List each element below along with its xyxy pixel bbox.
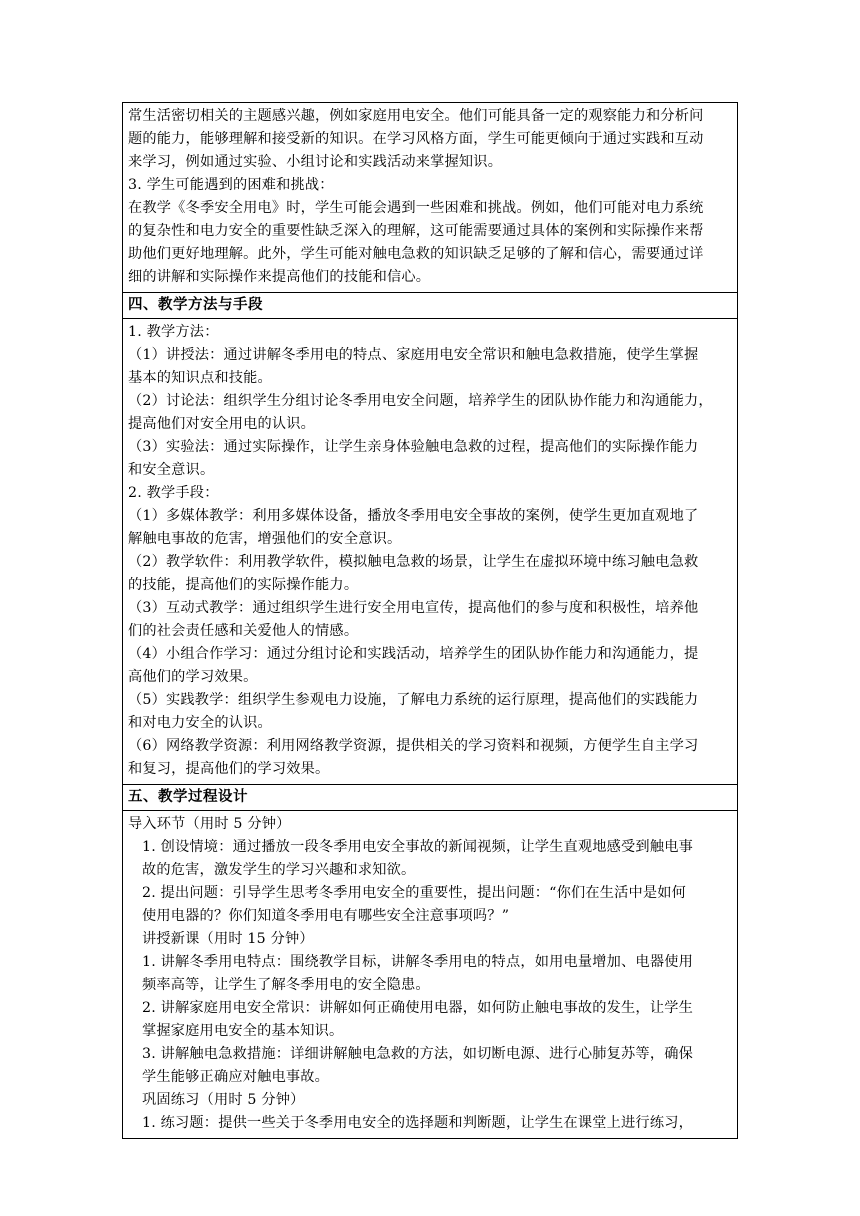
paragraph-line: 掌握家庭用电安全的基本知识。 xyxy=(142,1023,344,1039)
paragraph-line: 基本的知识点和技能。 xyxy=(128,370,272,386)
methods-content-cell xyxy=(123,319,738,785)
paragraph-line: 3. 讲解触电急救措施：详细讲解触电急救的方法，如切断电源、进行心肺复苏等，确保 xyxy=(142,1046,693,1062)
paragraph-line: 巩固练习（用时 5 分钟） xyxy=(142,1092,305,1108)
paragraph-line: 的复杂性和电力安全的重要性缺乏深入的理解，这可能需要通过具体的案例和实际操作来帮 xyxy=(128,223,704,239)
paragraph-line: 1. 创设情境：通过播放一段冬季用电安全事故的新闻视频，让学生直观地感受到触电事 xyxy=(142,839,693,855)
paragraph-line: 常生活密切相关的主题感兴趣，例如家庭用电安全。他们可能具备一定的观察能力和分析问 xyxy=(128,108,704,124)
student-analysis-cell xyxy=(123,103,738,293)
paragraph-line: （2）讨论法：组织学生分组讨论冬季用电安全问题，培养学生的团队协作能力和沟通能力， xyxy=(128,393,713,409)
section-heading-process: 五、教学过程设计 xyxy=(123,785,738,811)
paragraph-line: 和安全意识。 xyxy=(128,462,215,478)
paragraph-line: 在教学《冬季安全用电》时，学生可能会遇到一些困难和挑战。例如，他们可能对电力系统 xyxy=(128,200,704,216)
paragraph-line: 3. 学生可能遇到的困难和挑战： xyxy=(128,177,334,193)
paragraph-line: （3）互动式教学：通过组织学生进行安全用电宣传，提高他们的参与度和积极性，培养他 xyxy=(128,600,699,616)
paragraph-line: 题的能力，能够理解和接受新的知识。在学习风格方面，学生可能更倾向于通过实践和互动 xyxy=(128,131,704,147)
paragraph-line: 频率高等，让学生了解冬季用电的安全隐患。 xyxy=(142,977,430,993)
paragraph-line: 细的讲解和实际操作来提高他们的技能和信心。 xyxy=(128,269,431,285)
paragraph-line: 故的危害，激发学生的学习兴趣和求知欲。 xyxy=(142,862,416,878)
table-row xyxy=(123,103,738,293)
paragraph-line: 2. 提出问题：引导学生思考冬季用电安全的重要性，提出问题：“你们在生活中是如何 xyxy=(142,885,687,901)
table-row xyxy=(123,293,738,319)
paragraph-line: 助他们更好地理解。此外，学生可能对触电急救的知识缺乏足够的了解和信心，需要通过详 xyxy=(128,246,704,262)
paragraph-line: 使用电器的？你们知道冬季用电有哪些安全注意事项吗？” xyxy=(142,908,510,924)
paragraph-line: 讲授新课（用时 15 分钟） xyxy=(142,931,314,947)
paragraph-line: 1. 练习题：提供一些关于冬季用电安全的选择题和判断题，让学生在课堂上进行练习， xyxy=(142,1115,693,1131)
paragraph-line: 和复习，提高他们的学习效果。 xyxy=(128,761,330,777)
paragraph-line: 2. 教学手段： xyxy=(128,485,219,501)
paragraph-line: （3）实验法：通过实际操作，让学生亲身体验触电急救的过程，提高他们的实际操作能力 xyxy=(128,439,699,455)
paragraph-line: （1）多媒体教学：利用多媒体设备，播放冬季用电安全事故的案例，使学生更加直观地了 xyxy=(128,508,699,524)
paragraph-line: 和对电力安全的认识。 xyxy=(128,715,272,731)
table-row xyxy=(123,319,738,785)
paragraph-line: 学生能够正确应对触电事故。 xyxy=(142,1069,330,1085)
table-row xyxy=(123,785,738,811)
paragraph-line: 高他们的学习效果。 xyxy=(128,669,258,685)
paragraph-line: （1）讲授法：通过讲解冬季用电的特点、家庭用电安全常识和触电急救措施，使学生掌握 xyxy=(128,347,699,363)
table-row xyxy=(123,811,738,1139)
paragraph-line: （4）小组合作学习：通过分组讨论和实践活动，培养学生的团队协作能力和沟通能力，提 xyxy=(128,646,699,662)
paragraph-line: 解触电事故的危害，增强他们的安全意识。 xyxy=(128,531,402,547)
paragraph-line: （5）实践教学：组织学生参观电力设施，了解电力系统的运行原理，提高他们的实践能力 xyxy=(128,692,699,708)
paragraph-line: 提高他们对安全用电的认识。 xyxy=(128,416,316,432)
paragraph-line: 来学习，例如通过实验、小组讨论和实践活动来掌握知识。 xyxy=(128,154,503,170)
paragraph-line: （2）教学软件：利用教学软件，模拟触电急救的场景，让学生在虚拟环境中练习触电急救 xyxy=(128,554,699,570)
paragraph-line: 1. 教学方法： xyxy=(128,324,219,340)
paragraph-line: 的技能，提高他们的实际操作能力。 xyxy=(128,577,359,593)
paragraph-line: 2. 讲解家庭用电安全常识：讲解如何正确使用电器，如何防止触电事故的发生，让学生 xyxy=(142,1000,693,1016)
section-heading-methods: 四、教学方法与手段 xyxy=(123,293,738,319)
paragraph-line: 导入环节（用时 5 分钟） xyxy=(128,816,291,832)
paragraph-line: 们的社会责任感和关爱他人的情感。 xyxy=(128,623,359,639)
lesson-plan-table xyxy=(122,102,738,1139)
process-content-cell xyxy=(123,811,738,1139)
paragraph-line: 1. 讲解冬季用电特点：围绕教学目标，讲解冬季用电的特点，如用电量增加、电器使用 xyxy=(142,954,693,970)
paragraph-line: （6）网络教学资源：利用网络教学资源，提供相关的学习资料和视频，方便学生自主学习 xyxy=(128,738,699,754)
